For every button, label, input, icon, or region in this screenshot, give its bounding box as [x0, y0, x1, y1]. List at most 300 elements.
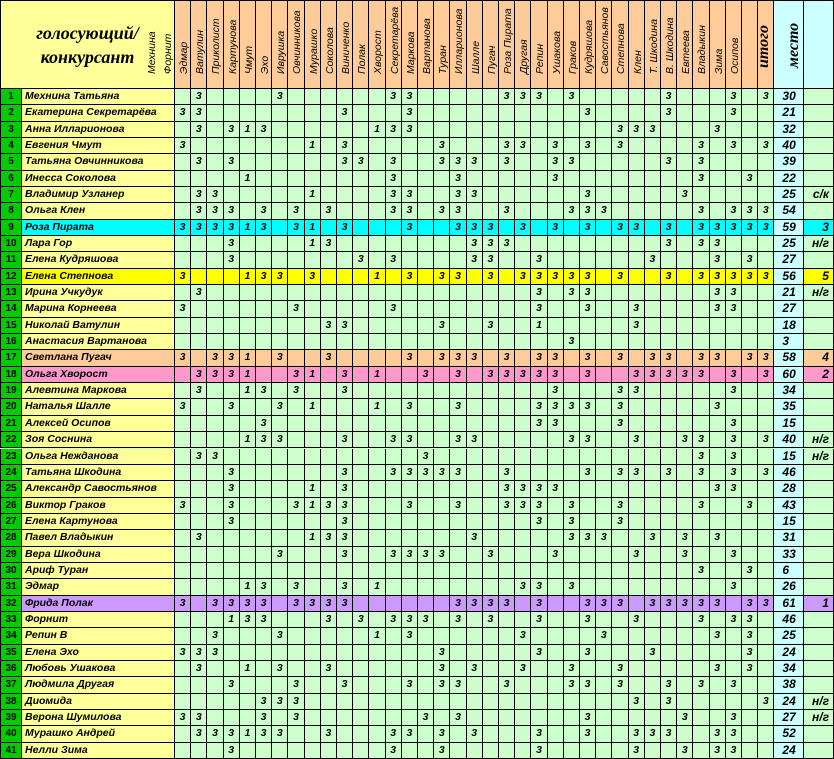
score-cell: 3 — [548, 367, 564, 383]
score-cell — [418, 252, 434, 268]
score-cell: 3 — [467, 530, 483, 546]
score-cell — [467, 449, 483, 465]
score-cell — [191, 350, 207, 366]
score-cell — [499, 383, 515, 399]
score-cell: 3 — [450, 710, 466, 726]
table-row — [0, 563, 834, 579]
score-cell — [564, 547, 580, 563]
score-cell — [531, 154, 547, 170]
score-cell — [353, 465, 369, 481]
score-cell — [272, 236, 288, 252]
score-cell — [645, 432, 661, 448]
score-cell — [629, 579, 645, 595]
score-cell — [418, 269, 434, 285]
score-cell — [677, 350, 693, 366]
score-cell — [467, 285, 483, 301]
voter-name: Николай Ватулин — [22, 318, 175, 334]
score-cell — [710, 514, 726, 530]
score-cell — [564, 743, 580, 759]
table-row — [0, 514, 834, 530]
score-cell: 3 — [758, 89, 774, 105]
score-cell — [499, 285, 515, 301]
score-cell — [224, 318, 240, 334]
score-cell: 3 — [548, 399, 564, 415]
score-cell — [483, 498, 499, 514]
score-cell: 3 — [272, 350, 288, 366]
score-cell — [191, 138, 207, 154]
score-cell — [758, 252, 774, 268]
score-cell — [224, 628, 240, 644]
score-cell — [710, 498, 726, 514]
score-cell: 3 — [207, 449, 223, 465]
score-cell — [240, 399, 256, 415]
score-cell — [645, 171, 661, 187]
score-cell — [207, 154, 223, 170]
score-cell: 3 — [531, 301, 547, 317]
score-cell — [596, 743, 612, 759]
score-cell: 3 — [337, 677, 353, 693]
voter-name: Ольга Хворост — [22, 367, 175, 383]
score-cell — [661, 399, 677, 415]
score-cell — [418, 416, 434, 432]
score-cell — [677, 563, 693, 579]
score-cell: 3 — [661, 269, 677, 285]
row-number: 32 — [0, 596, 22, 612]
score-cell — [758, 710, 774, 726]
score-cell: 3 — [726, 432, 742, 448]
score-cell: 1 — [369, 628, 385, 644]
row-place: н/г — [804, 449, 834, 465]
score-cell: 3 — [402, 203, 418, 219]
score-cell: 3 — [515, 89, 531, 105]
score-cell — [564, 710, 580, 726]
score-cell: 3 — [467, 596, 483, 612]
score-cell: 3 — [321, 236, 337, 252]
voter-name: Людмила Другая — [22, 677, 175, 693]
score-cell — [256, 399, 272, 415]
score-cell — [386, 481, 402, 497]
score-cell — [418, 285, 434, 301]
score-cell — [612, 89, 628, 105]
score-cell — [272, 530, 288, 546]
score-cell — [434, 498, 450, 514]
score-cell: 3 — [645, 726, 661, 742]
score-cell — [207, 710, 223, 726]
total-column-header-label: итого — [754, 24, 772, 68]
score-cell — [353, 514, 369, 530]
score-cell — [548, 726, 564, 742]
score-cell — [693, 710, 709, 726]
score-cell: 3 — [272, 89, 288, 105]
score-cell — [256, 563, 272, 579]
score-cell: 1 — [305, 399, 321, 415]
score-cell — [369, 449, 385, 465]
score-cell — [337, 563, 353, 579]
score-cell — [710, 612, 726, 628]
score-cell — [369, 547, 385, 563]
score-cell: 3 — [434, 465, 450, 481]
score-cell — [661, 481, 677, 497]
score-cell — [758, 563, 774, 579]
score-cell: 3 — [224, 220, 240, 236]
score-cell — [240, 89, 256, 105]
score-cell: 3 — [564, 89, 580, 105]
row-place — [804, 563, 834, 579]
score-cell: 3 — [645, 122, 661, 138]
row-total: 24 — [774, 743, 804, 759]
score-cell: 3 — [580, 203, 596, 219]
score-cell — [564, 596, 580, 612]
score-cell — [483, 645, 499, 661]
score-cell: 3 — [207, 645, 223, 661]
score-cell — [386, 514, 402, 530]
score-cell — [224, 171, 240, 187]
score-cell — [515, 203, 531, 219]
score-cell: 3 — [224, 399, 240, 415]
score-cell: 3 — [580, 220, 596, 236]
score-cell — [369, 252, 385, 268]
score-cell — [483, 563, 499, 579]
score-cell — [418, 138, 434, 154]
score-cell — [661, 383, 677, 399]
score-cell — [710, 154, 726, 170]
score-cell — [515, 171, 531, 187]
row-place: с/к — [804, 187, 834, 203]
score-cell — [548, 514, 564, 530]
row-number: 6 — [0, 171, 22, 187]
score-cell — [596, 285, 612, 301]
score-cell — [661, 612, 677, 628]
score-cell — [402, 138, 418, 154]
score-cell: 3 — [483, 236, 499, 252]
score-cell: 3 — [726, 138, 742, 154]
score-cell — [483, 122, 499, 138]
row-place — [804, 154, 834, 170]
score-cell — [240, 285, 256, 301]
score-cell — [305, 252, 321, 268]
score-cell — [710, 677, 726, 693]
score-cell: 3 — [677, 710, 693, 726]
score-cell — [645, 383, 661, 399]
score-cell: 3 — [693, 236, 709, 252]
score-cell — [564, 252, 580, 268]
row-place: н/г — [804, 236, 834, 252]
score-cell — [710, 579, 726, 595]
row-place — [804, 252, 834, 268]
score-cell: 3 — [450, 677, 466, 693]
score-cell: 3 — [175, 350, 191, 366]
score-cell — [596, 187, 612, 203]
score-cell: 3 — [191, 187, 207, 203]
score-cell — [661, 514, 677, 530]
score-cell: 3 — [353, 612, 369, 628]
score-cell — [418, 530, 434, 546]
table-row — [0, 432, 834, 448]
score-cell — [402, 318, 418, 334]
score-cell — [710, 465, 726, 481]
score-cell — [288, 743, 304, 759]
score-cell — [467, 89, 483, 105]
score-cell — [758, 743, 774, 759]
score-cell — [677, 465, 693, 481]
score-cell — [434, 530, 450, 546]
score-cell: 3 — [531, 416, 547, 432]
row-place — [804, 743, 834, 759]
score-cell — [337, 89, 353, 105]
score-cell — [418, 301, 434, 317]
score-cell — [580, 514, 596, 530]
row-number: 16 — [0, 334, 22, 350]
score-cell — [418, 350, 434, 366]
score-cell — [531, 710, 547, 726]
score-cell — [224, 187, 240, 203]
voter-name: Лара Гор — [22, 236, 175, 252]
row-place — [804, 579, 834, 595]
score-cell — [612, 236, 628, 252]
score-cell: 3 — [288, 579, 304, 595]
score-cell: 3 — [710, 220, 726, 236]
score-cell — [386, 236, 402, 252]
score-cell — [645, 105, 661, 121]
score-cell: 3 — [726, 105, 742, 121]
score-cell — [256, 171, 272, 187]
score-cell: 3 — [629, 318, 645, 334]
score-cell: 3 — [288, 498, 304, 514]
score-cell — [726, 498, 742, 514]
score-cell — [288, 481, 304, 497]
score-cell — [207, 105, 223, 121]
row-total: 27 — [774, 252, 804, 268]
voter-name: Форнит — [22, 612, 175, 628]
score-cell — [272, 171, 288, 187]
score-cell: 3 — [564, 399, 580, 415]
score-cell — [288, 661, 304, 677]
score-cell — [531, 547, 547, 563]
score-cell — [645, 628, 661, 644]
row-place: н/г — [804, 710, 834, 726]
score-cell — [629, 252, 645, 268]
row-number: 24 — [0, 465, 22, 481]
score-cell — [548, 743, 564, 759]
table-row — [0, 236, 834, 252]
score-cell — [596, 645, 612, 661]
score-cell — [386, 449, 402, 465]
score-cell — [580, 628, 596, 644]
score-cell — [467, 203, 483, 219]
score-cell — [353, 318, 369, 334]
score-cell: 3 — [483, 612, 499, 628]
score-cell: 3 — [531, 481, 547, 497]
score-cell — [564, 694, 580, 710]
score-cell — [596, 171, 612, 187]
row-number: 15 — [0, 318, 22, 334]
score-cell — [434, 105, 450, 121]
score-cell — [450, 89, 466, 105]
score-cell: 3 — [693, 220, 709, 236]
score-cell — [337, 350, 353, 366]
score-cell: 3 — [548, 171, 564, 187]
table-row — [0, 498, 834, 514]
score-cell — [612, 710, 628, 726]
score-cell — [612, 612, 628, 628]
voter-name: Павел Владыкин — [22, 530, 175, 546]
score-cell — [467, 514, 483, 530]
score-cell — [467, 645, 483, 661]
score-cell — [353, 122, 369, 138]
score-cell — [612, 252, 628, 268]
score-cell — [175, 383, 191, 399]
score-cell: 1 — [240, 122, 256, 138]
score-cell: 3 — [256, 383, 272, 399]
score-cell — [369, 416, 385, 432]
score-cell: 3 — [661, 726, 677, 742]
score-cell — [288, 514, 304, 530]
score-cell: 3 — [531, 350, 547, 366]
score-cell — [515, 432, 531, 448]
score-cell: 3 — [337, 154, 353, 170]
score-cell — [386, 530, 402, 546]
score-cell: 3 — [434, 547, 450, 563]
score-cell — [531, 449, 547, 465]
score-cell — [191, 628, 207, 644]
score-cell — [305, 122, 321, 138]
score-cell — [564, 383, 580, 399]
score-cell — [710, 416, 726, 432]
score-cell — [321, 628, 337, 644]
row-number: 7 — [0, 187, 22, 203]
score-cell — [321, 547, 337, 563]
row-number: 9 — [0, 220, 22, 236]
score-cell — [693, 301, 709, 317]
score-cell — [742, 416, 758, 432]
score-cell — [369, 138, 385, 154]
score-cell — [369, 530, 385, 546]
score-cell — [353, 432, 369, 448]
row-place: н/г — [804, 694, 834, 710]
row-total: 40 — [774, 138, 804, 154]
score-cell: 3 — [580, 612, 596, 628]
score-cell — [256, 628, 272, 644]
score-cell: 3 — [758, 138, 774, 154]
score-cell — [564, 367, 580, 383]
row-total: 25 — [774, 628, 804, 644]
score-cell — [612, 547, 628, 563]
score-cell — [612, 187, 628, 203]
table-row — [0, 399, 834, 415]
score-cell — [710, 89, 726, 105]
voter-name: Елена Кудряшова — [22, 252, 175, 268]
score-cell — [467, 677, 483, 693]
score-cell — [726, 187, 742, 203]
score-cell — [256, 498, 272, 514]
score-cell — [305, 416, 321, 432]
score-cell: 3 — [693, 203, 709, 219]
row-total: 21 — [774, 285, 804, 301]
row-place — [804, 171, 834, 187]
corner-line-1: голосующий/ — [36, 22, 139, 43]
score-cell: 3 — [353, 252, 369, 268]
score-cell — [337, 203, 353, 219]
score-cell: 3 — [337, 498, 353, 514]
score-cell — [580, 579, 596, 595]
score-cell: 3 — [726, 89, 742, 105]
column-header-label: Секретарёва — [388, 6, 401, 74]
corner-line-2: конкурсант — [40, 46, 135, 67]
score-cell — [742, 710, 758, 726]
score-cell: 3 — [580, 350, 596, 366]
score-cell — [450, 301, 466, 317]
score-cell — [645, 220, 661, 236]
score-cell — [321, 367, 337, 383]
score-cell — [207, 122, 223, 138]
score-cell — [369, 514, 385, 530]
score-cell: 3 — [175, 220, 191, 236]
score-cell: 3 — [645, 596, 661, 612]
row-total: 39 — [774, 154, 804, 170]
score-cell — [467, 334, 483, 350]
score-cell — [369, 612, 385, 628]
score-cell — [175, 628, 191, 644]
score-cell — [434, 481, 450, 497]
score-cell — [661, 203, 677, 219]
score-cell: 3 — [191, 726, 207, 742]
score-cell — [596, 236, 612, 252]
table-row — [0, 383, 834, 399]
score-cell — [240, 105, 256, 121]
row-place — [804, 203, 834, 219]
score-cell — [418, 122, 434, 138]
score-cell — [580, 318, 596, 334]
score-cell: 3 — [499, 677, 515, 693]
score-cell: 3 — [434, 677, 450, 693]
score-cell — [450, 530, 466, 546]
score-cell — [321, 645, 337, 661]
row-number: 5 — [0, 154, 22, 170]
score-cell: 3 — [337, 105, 353, 121]
score-cell — [224, 89, 240, 105]
score-cell — [386, 138, 402, 154]
score-cell: 3 — [612, 269, 628, 285]
score-cell: 3 — [742, 563, 758, 579]
score-cell — [629, 628, 645, 644]
score-cell: 3 — [224, 252, 240, 268]
score-cell — [612, 318, 628, 334]
score-cell: 3 — [418, 710, 434, 726]
score-cell — [742, 236, 758, 252]
score-cell — [596, 399, 612, 415]
score-cell — [483, 383, 499, 399]
score-cell — [240, 694, 256, 710]
score-cell — [742, 432, 758, 448]
score-cell — [467, 481, 483, 497]
score-cell — [677, 399, 693, 415]
score-cell — [305, 89, 321, 105]
score-cell: 3 — [661, 465, 677, 481]
score-cell — [596, 269, 612, 285]
score-cell — [353, 677, 369, 693]
score-cell — [548, 465, 564, 481]
score-cell — [353, 726, 369, 742]
score-cell — [207, 677, 223, 693]
score-cell — [402, 710, 418, 726]
score-cell: 3 — [256, 596, 272, 612]
score-cell: 3 — [207, 628, 223, 644]
score-cell — [548, 530, 564, 546]
score-cell — [434, 596, 450, 612]
table-row — [0, 122, 834, 138]
score-cell — [224, 645, 240, 661]
score-cell — [742, 154, 758, 170]
